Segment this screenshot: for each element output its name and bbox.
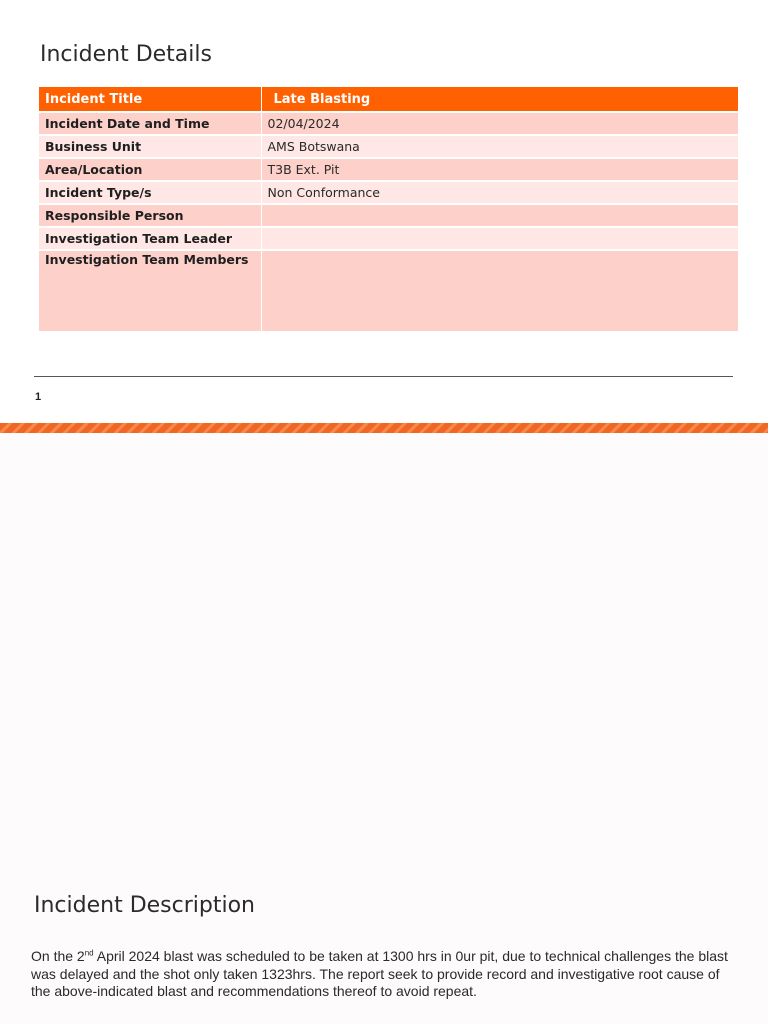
table-row xyxy=(39,158,738,181)
row-value: T3B Ext. Pit xyxy=(261,158,738,181)
row-value: 02/04/2024 xyxy=(261,112,738,135)
table-row xyxy=(39,112,738,135)
row-value xyxy=(261,204,738,227)
incident-description-text xyxy=(31,948,731,1001)
description-text-rest: April 2024 blast was scheduled to be taken at 1300 hrs in 0ur pit, due to technical challenges the blast was delayed and the shot only taken 1323hrs. The report seek to provide record and investigative root cause of the above-indicated blast and recommendations thereof to avoid repeat. xyxy=(31,948,728,1000)
incident-details-table xyxy=(39,87,738,331)
footer-accent-band xyxy=(0,423,768,433)
incident-details-heading: Incident Details xyxy=(40,42,212,67)
row-label: Incident Type/s xyxy=(39,181,261,204)
row-value: Non Conformance xyxy=(261,181,738,204)
row-label: Area/Location xyxy=(39,158,261,181)
row-label: Business Unit xyxy=(39,135,261,158)
row-value xyxy=(261,250,738,331)
table-row xyxy=(39,135,738,158)
row-value: AMS Botswana xyxy=(261,135,738,158)
page-number: 1 xyxy=(35,391,42,403)
description-text-start: On the 2 xyxy=(31,948,85,964)
row-value xyxy=(261,227,738,250)
table-row xyxy=(39,181,738,204)
incident-title-label: Incident Title xyxy=(39,87,261,112)
row-label: Investigation Team Members xyxy=(39,250,261,331)
table-row xyxy=(39,227,738,250)
table-row xyxy=(39,250,738,331)
incident-title-value: Late Blasting xyxy=(261,87,738,112)
table-row xyxy=(39,204,738,227)
incident-description-heading: Incident Description xyxy=(34,893,255,918)
footer-divider xyxy=(34,376,733,377)
ordinal-suffix: nd xyxy=(84,948,94,958)
row-label: Investigation Team Leader xyxy=(39,227,261,250)
row-label: Responsible Person xyxy=(39,204,261,227)
row-label: Incident Date and Time xyxy=(39,112,261,135)
table-header-row xyxy=(39,87,738,112)
